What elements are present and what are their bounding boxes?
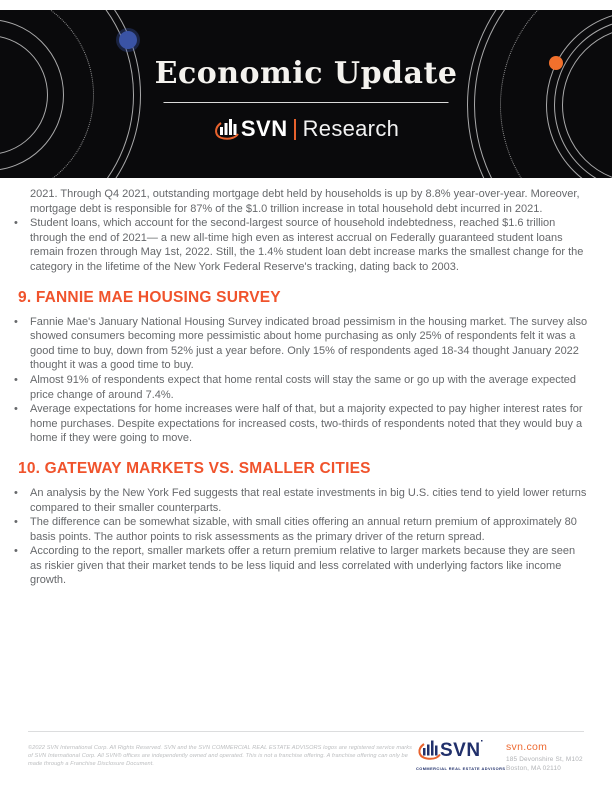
document-body	[0, 187, 612, 588]
list-item: • Fannie Mae's January National Housing Survey indicated broad pessimism in the housing market. The survey also showed consumers becoming more pessimistic about home purchasing as only 25% of respondents felt it was a good time to buy, down from 52% just a year before. Only 15% of respondents aged 18-34 thought January 2022 thought it was a good time to buy.	[30, 315, 588, 373]
svg-text:SVN: SVN	[440, 740, 481, 761]
list-item: • An analysis by the New York Fed suggests that real estate investments in big U.S. cities tend to yield lower returns compared to their smaller counterparts.	[30, 486, 588, 515]
svn-footer-logo	[416, 738, 506, 771]
list-item: • Almost 91% of respondents expect that home rental costs will stay the same or go up with the average expected price change of around 7.4%.	[30, 373, 588, 402]
svn-bars-swoosh-icon	[213, 117, 239, 141]
fannie-mae-bullet-list	[0, 315, 612, 446]
footer-divider	[28, 731, 584, 732]
title-divider	[164, 102, 449, 103]
svn-bars-swoosh-icon	[417, 738, 501, 761]
orbit-ring	[467, 10, 612, 178]
research-wordmark: Research	[302, 116, 400, 141]
svn-wordmark: SVN	[240, 116, 288, 141]
gateway-markets-bullet-list	[0, 486, 612, 588]
logo-pipe-divider	[294, 119, 296, 140]
page-title: Economic Update	[154, 56, 458, 91]
list-item: • Student loans, which account for the second-largest source of household indebtedness, reached $1.6 trillion through the end of 2021— a new all-time high even as interest accrual on Federally guaranteed student loans remain frozen through May 1st, 2022. Still, the 1.4% student loan debt increase marks the smallest change for the category in the lifetime of the New York Federal Reserve's tracking, dating back to 2003.	[30, 216, 588, 274]
list-item: • Average expectations for home increases were half of that, but a majority expected to pay higher interest rates for home purchases. Despite expectations for increased costs, two-thirds of respondents noted that they would buy a home if they were going to move.	[30, 402, 588, 446]
report-header-banner	[0, 10, 612, 178]
office-address	[506, 756, 583, 773]
section-heading-fannie-mae: 9. FANNIE MAE HOUSING SURVEY	[18, 288, 281, 306]
address-line-1: 185 Devonshire St, M102	[506, 756, 583, 763]
legal-disclaimer: ©2022 SVN International Corp. All Rights Reserved. SVN and the SVN COMMERCIAL REAL ESTATE ADVISORS logos are registered service marks of SVN International Corp. All SVN® offices are independently owned and operated. This is not a franchise offering. A franchise offering can only be made through a Franchise Disclosure Document.	[28, 745, 413, 768]
orbit-dot-blue	[119, 31, 137, 49]
list-item: • The difference can be somewhat sizable, with small cities offering an annual return premium of approximately 80 basis points. The author points to risk assessments as the primary driver of the return spread.	[30, 515, 588, 544]
intro-bullet-list	[0, 216, 612, 274]
footer-logo-tagline: COMMERCIAL REAL ESTATE ADVISORS	[416, 766, 506, 771]
footer-contact-block	[506, 741, 583, 773]
list-item: • According to the report, smaller markets offer a return premium relative to larger markets because they are seen as riskier given that their market tends to be less liquid and less correlated with underlying factors like income growth.	[30, 544, 588, 588]
address-line-2: Boston, MA 02110	[506, 764, 561, 772]
svn-research-logo	[0, 116, 612, 142]
section-heading-gateway-markets: 10. GATEWAY MARKETS VS. SMALLER CITIES	[18, 459, 371, 477]
intro-paragraph: 2021. Through Q4 2021, outstanding mortgage debt held by households is up by 8.8% year-over-year. Moreover, mortgage debt is responsible for 87% of the $1.0 trillion increase in total household debt incurred in 2021.	[30, 188, 580, 215]
website-link[interactable]: svn.com	[506, 741, 548, 753]
